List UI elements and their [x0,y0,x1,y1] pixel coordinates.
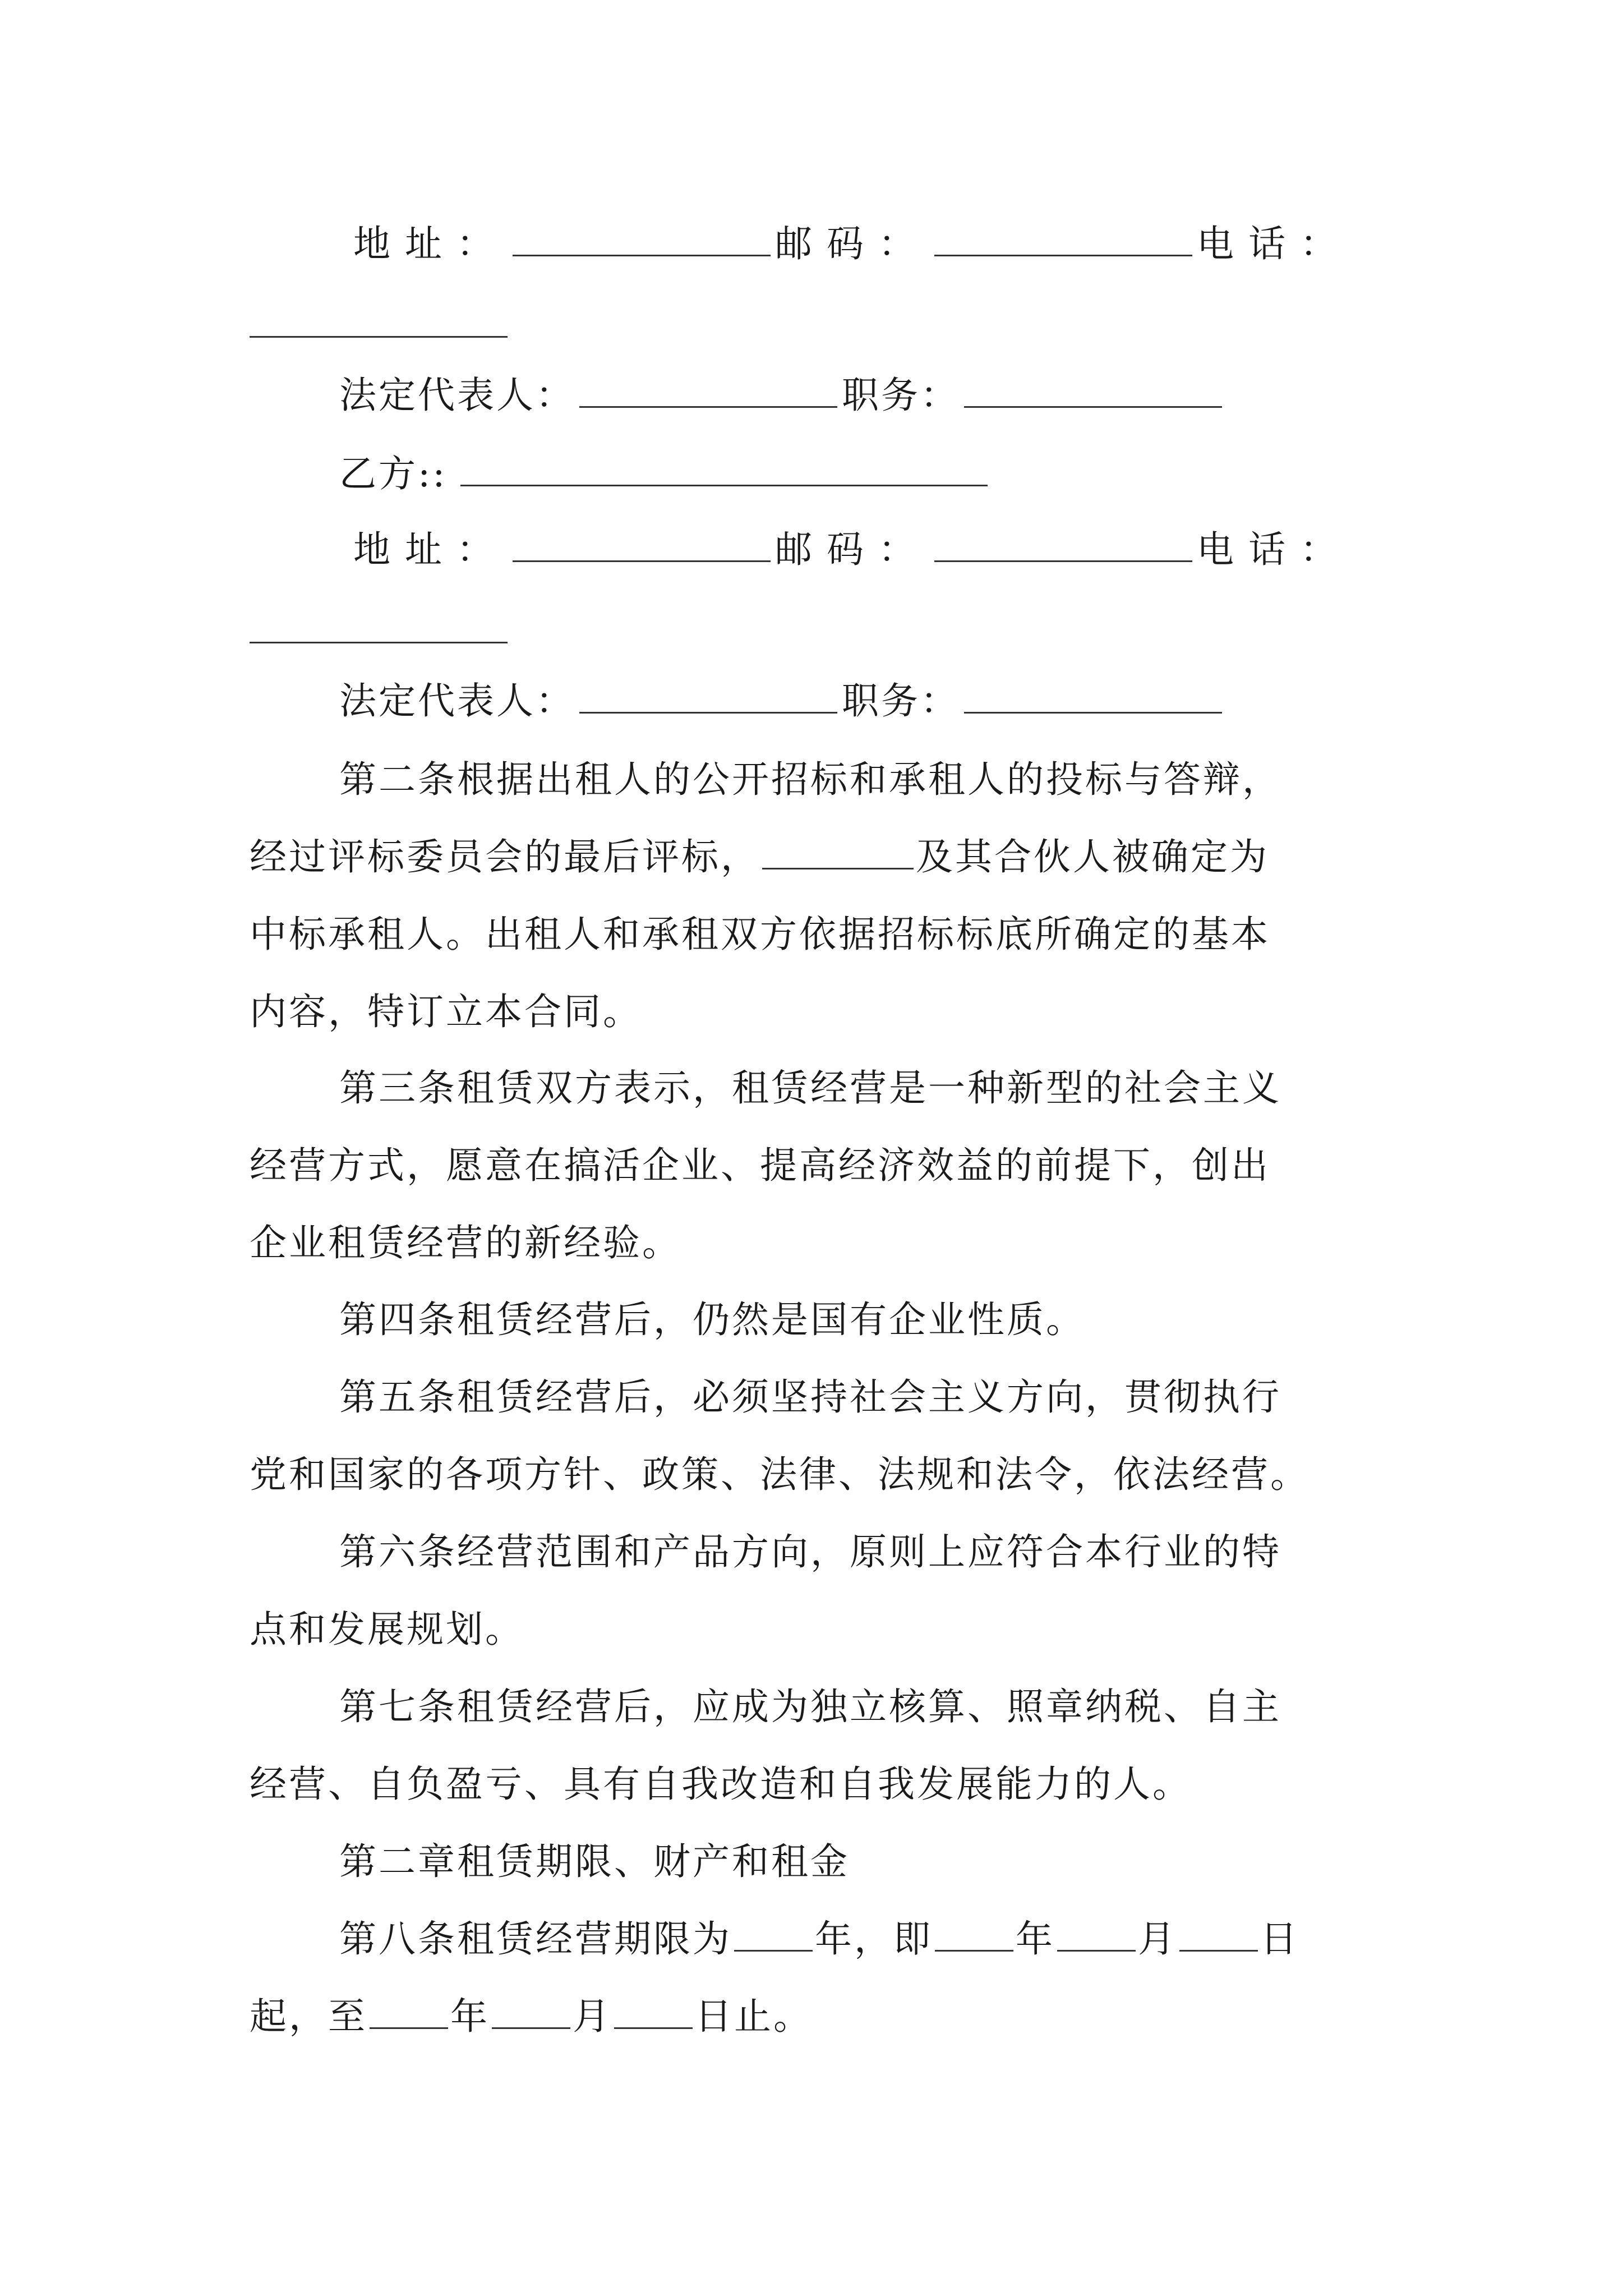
chapter-2 [250,1839,1388,1884]
article-3 [250,1066,1388,1298]
article-8-line-1 [250,1917,1388,1994]
party-b-legal-rep-row [339,679,1227,724]
article-2-line-1: 第二条根据出租人的公开招标和承租人的投标与答辩， [339,758,1281,801]
article-4 [250,1297,1388,1342]
party-b-name-row [339,452,992,496]
chapter-2-title: 第二章租赁期限、财产和租金 [339,1840,850,1883]
article-7 [250,1685,1388,1839]
article-2-line-4: 内容，特订立本合同。 [250,990,642,1033]
legal-rep-label: 法定代表人： [339,374,575,417]
article-8-text-1: 第八条租赁经营期限为 [339,1917,732,1961]
article-6-line-1: 第六条经营范围和产品方向，原则上应符合本行业的特 [339,1530,1281,1573]
position-blank [964,377,1222,408]
party-b-label: 乙方:: [339,452,448,495]
party-b-blank [460,455,988,486]
article-7-line-2: 经营、自负盈亏、具有自我改造和自我发展能力的人。 [250,1763,1192,1806]
party-a-legal-rep-row [339,373,1227,418]
article-8-text-4: 月 [1138,1917,1177,1961]
end-month-blank [492,1998,570,2029]
start-month-blank [1057,1921,1136,1952]
article-8 [250,1917,1388,2072]
article-5-line-2: 党和国家的各项方针、政策、法律、法规和法令，依法经营。 [250,1453,1310,1496]
article-4-line-1: 第四条租赁经营后，仍然是国有企业性质。 [339,1298,1085,1341]
party-b-phone-blank-row [250,609,508,654]
article-8-text-2: 年，即 [815,1917,933,1961]
article-6-line-2: 点和发展规划。 [250,1608,524,1651]
term-years-blank [734,1921,813,1952]
party-a-address-row [353,222,1352,266]
position-label: 职务： [842,679,960,723]
postcode-label: 邮码： [775,528,930,571]
article-8-text-3: 年 [1016,1917,1055,1961]
end-day-blank [614,1998,693,2029]
address-label: 地址： [353,528,508,571]
article-8-text-8: 月 [573,1995,612,2038]
phone-blank [250,613,508,643]
party-a-phone-blank-row [250,303,508,348]
phone-label: 电话： [1197,222,1352,265]
article-2-line-3: 中标承租人。出租人和承租双方依据招标标底所确定的基本 [250,913,1270,956]
address-blank [513,226,771,256]
postcode-label: 邮码： [775,222,930,265]
article-2-line-2-text-a: 经过评标委员会的最后评标， [250,835,760,878]
position-label: 职务： [842,374,960,417]
postcode-blank [934,226,1192,256]
article-5 [250,1375,1388,1530]
article-2-line-2 [250,835,1388,912]
postcode-blank [934,531,1192,562]
phone-label: 电话： [1197,528,1352,571]
article-8-line-2 [250,1994,1388,2072]
article-2-line-2-text-b: 及其合伙人被确定为 [916,835,1269,878]
phone-blank [250,307,508,338]
article-3-line-3: 企业租赁经营的新经验。 [250,1221,681,1264]
legal-rep-label: 法定代表人： [339,679,575,723]
start-year-blank [935,1921,1013,1952]
legal-rep-blank [579,683,837,714]
address-label: 地址： [353,222,508,265]
article-2 [250,757,1388,1067]
start-day-blank [1179,1921,1258,1952]
end-year-blank [370,1998,448,2029]
article-3-line-1: 第三条租赁双方表示，租赁经营是一种新型的社会主义 [339,1066,1281,1110]
article-6 [250,1530,1388,1685]
article-7-line-1: 第七条租赁经营后，应成为独立核算、照章纳税、自主 [339,1685,1281,1728]
article-5-line-1: 第五条租赁经营后，必须坚持社会主义方向，贯彻执行 [339,1375,1281,1419]
article-8-text-5: 日 [1260,1917,1299,1961]
bidder-name-blank [762,839,914,869]
party-b-address-row [353,527,1352,572]
address-blank [513,531,771,562]
position-blank [964,683,1222,714]
article-8-text-9: 日止。 [695,1995,813,2038]
article-8-text-6: 起，至 [250,1995,367,2038]
article-3-line-2: 经营方式，愿意在搞活企业、提高经济效益的前提下，创出 [250,1144,1270,1187]
legal-rep-blank [579,377,837,408]
article-8-text-7: 年 [450,1995,490,2038]
